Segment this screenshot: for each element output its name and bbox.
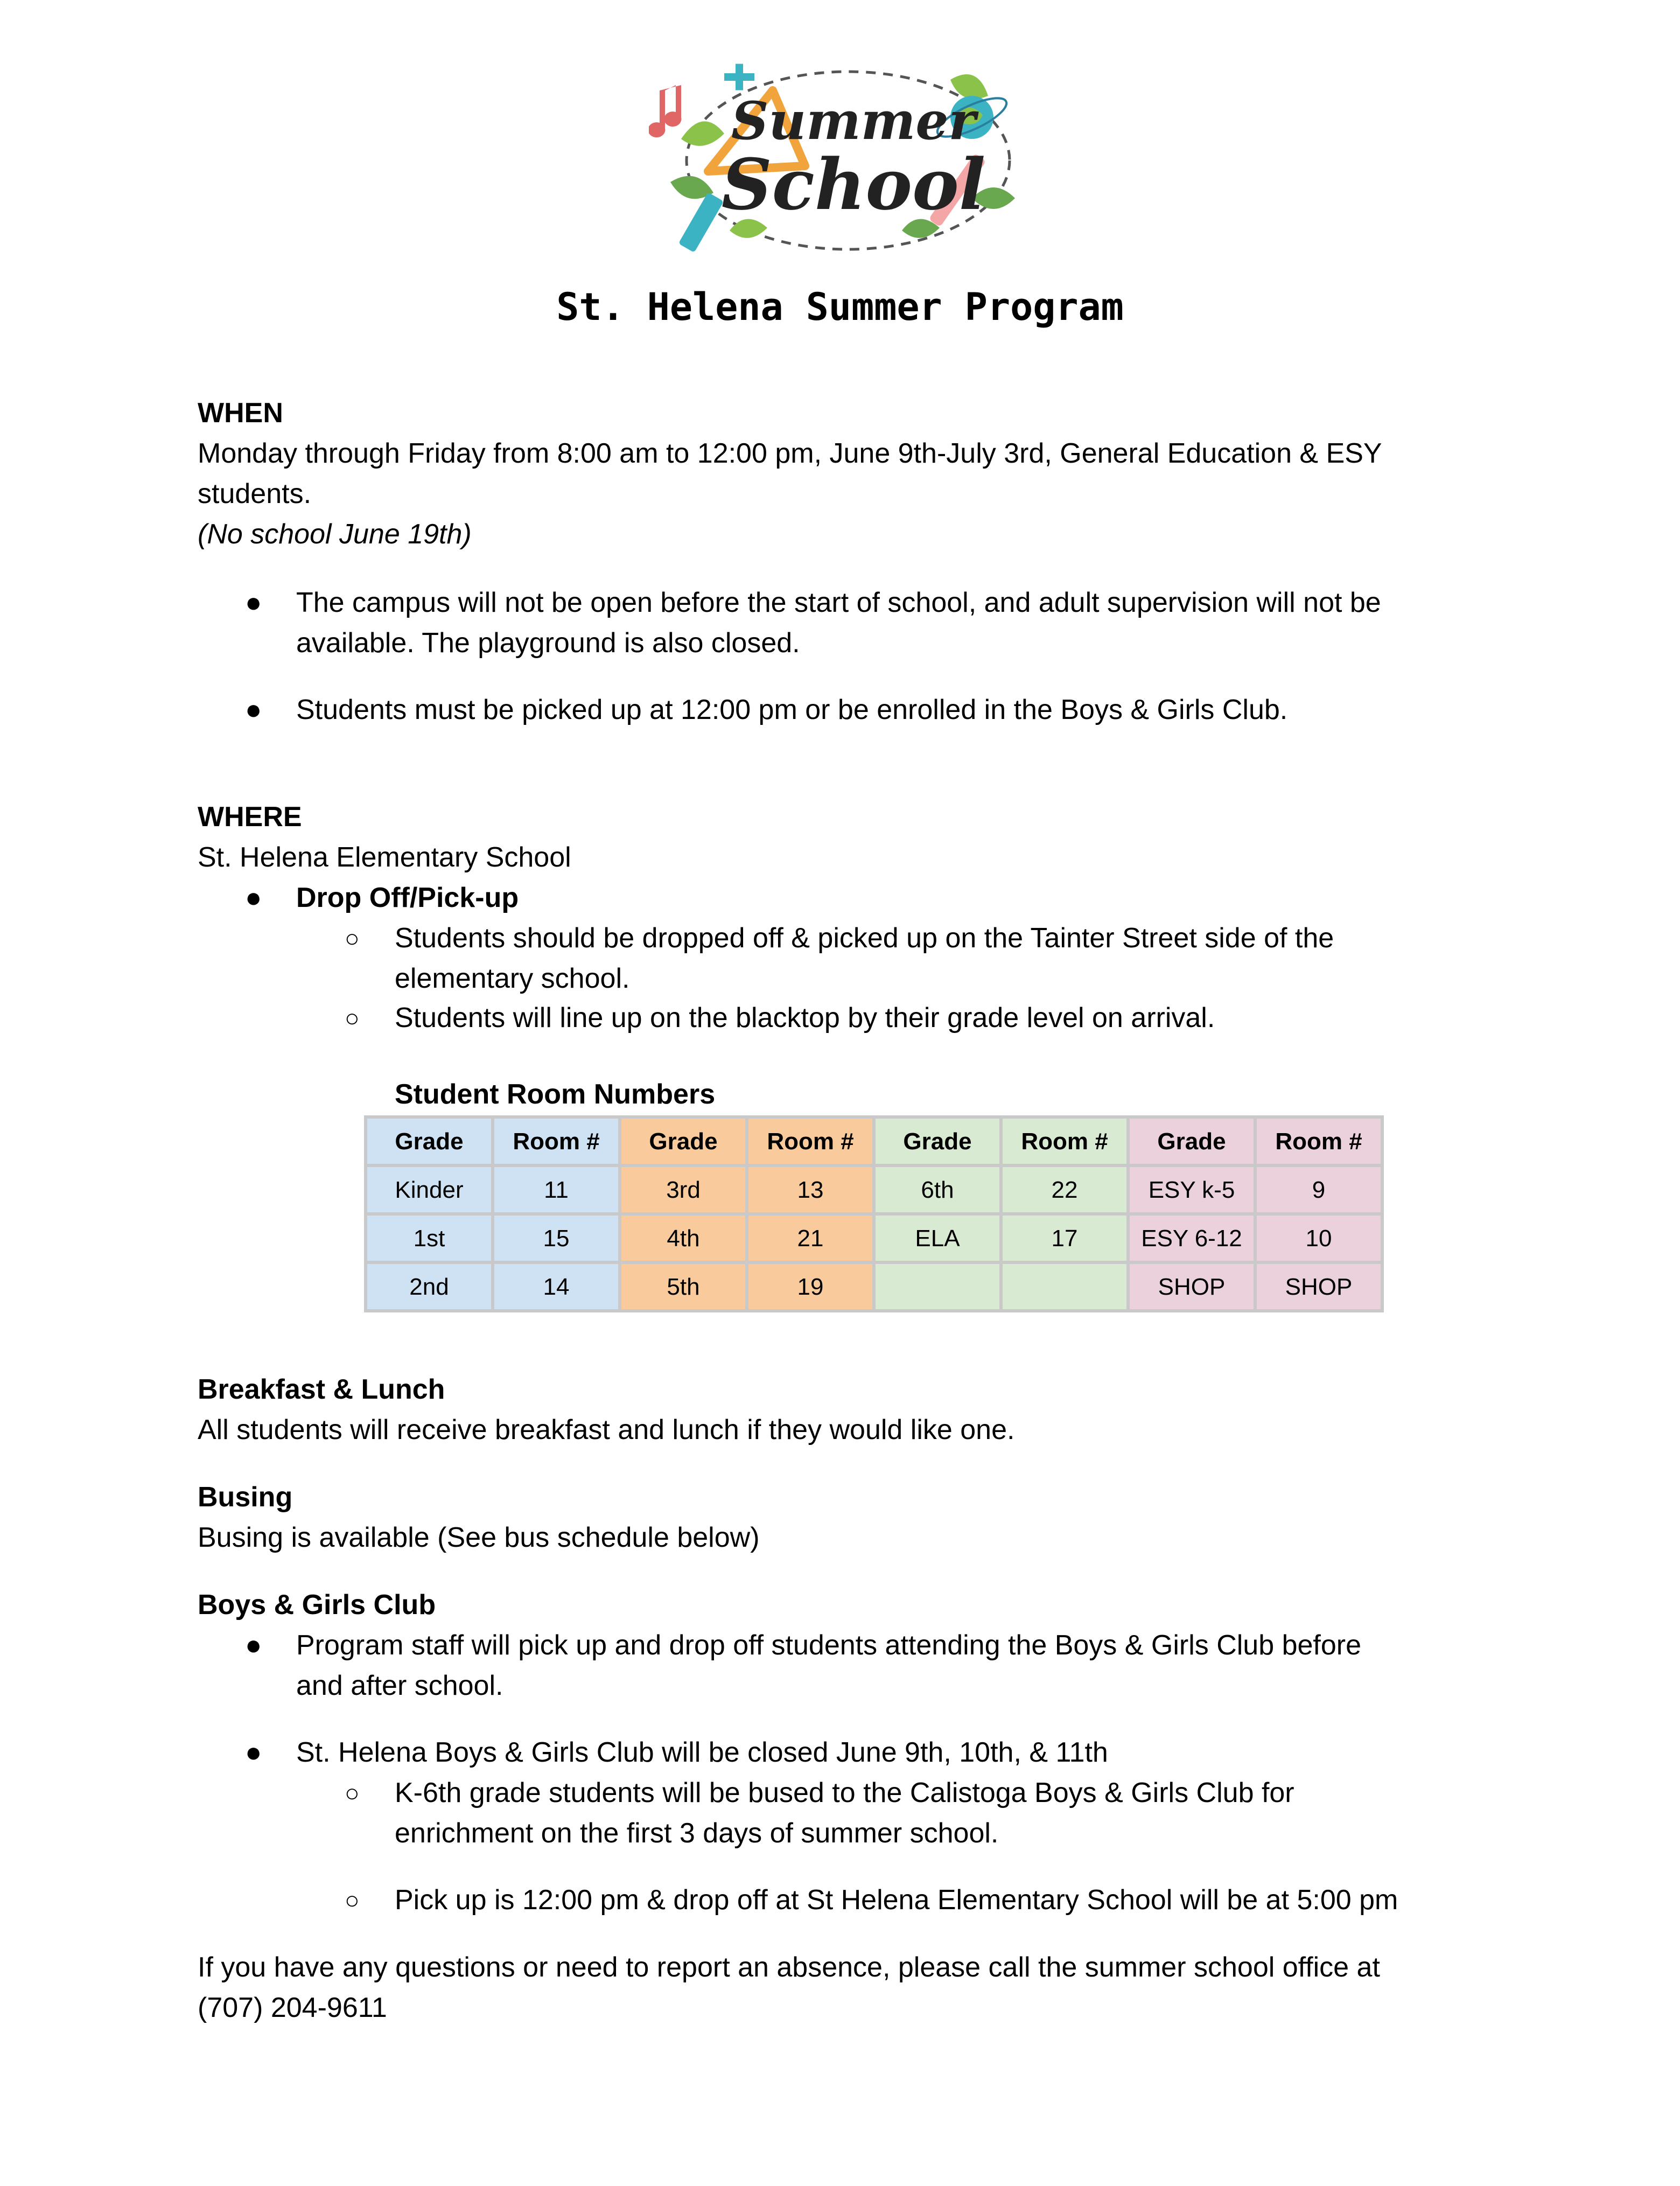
- table-cell: 4th: [620, 1214, 747, 1262]
- table-cell: [1001, 1262, 1128, 1311]
- table-cell: ESY 6-12: [1128, 1214, 1255, 1262]
- table-cell: 17: [1001, 1214, 1128, 1262]
- table-header-cell: Room #: [1001, 1117, 1128, 1165]
- club-sub-bullet-2: Pick up is 12:00 pm & drop off at St Helena Elementary School will be at 5:00 pm: [395, 1884, 1398, 1916]
- when-line-1: Monday through Friday from 8:00 am to 12:00 pm, June 9th-July 3rd, General Education & ESY: [198, 438, 1382, 469]
- bullet-icon: ●: [245, 587, 262, 618]
- when-note: (No school June 19th): [198, 519, 472, 550]
- table-header-row: [366, 1117, 1382, 1165]
- club-bullet-1-line-2: and after school.: [296, 1670, 503, 1701]
- table-cell: 2nd: [366, 1262, 493, 1311]
- club-heading: Boys & Girls Club: [198, 1589, 436, 1621]
- table-cell: 19: [747, 1262, 874, 1311]
- where-section: [198, 797, 1490, 878]
- logo-school-text: School: [721, 143, 986, 226]
- contact-line-1: If you have any questions or need to report an absence, please call the summer school office at: [198, 1952, 1380, 1983]
- busing-heading: Busing: [198, 1482, 293, 1513]
- table-cell: SHOP: [1255, 1262, 1382, 1311]
- table-cell: 11: [493, 1165, 620, 1214]
- club-bullet-1-line-1: Program staff will pick up and drop off students attending the Boys & Girls Club before: [296, 1630, 1362, 1661]
- table-cell: Kinder: [366, 1165, 493, 1214]
- sub-bullet-icon: ○: [345, 1886, 360, 1914]
- dropoff-heading: Drop Off/Pick-up: [296, 882, 519, 913]
- where-sub-bullet-2: [395, 998, 1488, 1038]
- meals-heading: Breakfast & Lunch: [198, 1374, 445, 1405]
- busing-text: Busing is available (See bus schedule below): [198, 1522, 760, 1553]
- where-location: St. Helena Elementary School: [198, 842, 571, 873]
- table-cell: 5th: [620, 1262, 747, 1311]
- bullet-icon: ●: [245, 1630, 262, 1661]
- club-section: [198, 1585, 1490, 1625]
- table-cell: 22: [1001, 1165, 1128, 1214]
- where-sub-bullet-2-line-1: Students will line up on the blacktop by their grade level on arrival.: [395, 1002, 1215, 1033]
- sub-bullet-icon: ○: [345, 1779, 360, 1807]
- when-bullet-1: [296, 583, 1481, 664]
- where-heading: WHERE: [198, 801, 302, 833]
- table-cell: 21: [747, 1214, 874, 1262]
- table-row: [366, 1262, 1382, 1311]
- page-title: St. Helena Summer Program: [556, 285, 1124, 329]
- summer-school-logo-graphic: [649, 58, 1031, 263]
- room-table-caption: Student Room Numbers: [395, 1079, 716, 1110]
- table-header-cell: Grade: [366, 1117, 493, 1165]
- table-cell: 10: [1255, 1214, 1382, 1262]
- table-cell: 6th: [874, 1165, 1001, 1214]
- when-section: [198, 393, 1490, 555]
- when-bullet-2: [296, 690, 1481, 730]
- table-header-cell: Room #: [1255, 1117, 1382, 1165]
- club-sub-bullet-1-line-2: enrichment on the first 3 days of summer school.: [395, 1818, 999, 1849]
- table-cell: ELA: [874, 1214, 1001, 1262]
- table-cell: 14: [493, 1262, 620, 1311]
- table-cell: 9: [1255, 1165, 1382, 1214]
- table-header-cell: Room #: [747, 1117, 874, 1165]
- club-sub-bullet-1-line-1: K-6th grade students will be bused to the Calistoga Boys & Girls Club for: [395, 1777, 1294, 1808]
- busing-section: [198, 1477, 1490, 1558]
- table-cell: SHOP: [1128, 1262, 1255, 1311]
- bullet-icon: ●: [245, 694, 262, 725]
- club-bullet-2: St. Helena Boys & Girls Club will be closed June 9th, 10th, & 11th: [296, 1737, 1108, 1768]
- where-sub-bullet-1-line-1: Students should be dropped off & picked up on the Tainter Street side of the: [395, 923, 1334, 954]
- logo-summer-text: Summer: [731, 90, 976, 151]
- when-line-2: students.: [198, 478, 312, 509]
- table-cell: ESY k-5: [1128, 1165, 1255, 1214]
- club-bullet-1: [296, 1625, 1481, 1706]
- room-numbers-table: [364, 1115, 1384, 1312]
- when-bullet-1-line-1: The campus will not be open before the start of school, and adult supervision will not be: [296, 587, 1381, 618]
- where-sub-bullet-1: [395, 918, 1488, 999]
- sub-bullet-icon: ○: [345, 924, 360, 952]
- meals-section: [198, 1370, 1490, 1450]
- table-header-cell: Grade: [874, 1117, 1001, 1165]
- table-header-cell: Grade: [620, 1117, 747, 1165]
- table-cell: 3rd: [620, 1165, 747, 1214]
- when-bullet-1-line-2: available. The playground is also closed.: [296, 627, 800, 659]
- table-cell: 1st: [366, 1214, 493, 1262]
- table-cell: [874, 1262, 1001, 1311]
- when-heading: WHEN: [198, 397, 283, 429]
- summer-school-logo: [649, 58, 1031, 263]
- table-header-cell: Room #: [493, 1117, 620, 1165]
- table-cell: 15: [493, 1214, 620, 1262]
- table-row: [366, 1165, 1382, 1214]
- bullet-icon: ●: [245, 882, 262, 913]
- where-sub-bullet-1-line-2: elementary school.: [395, 963, 630, 994]
- table-row: [366, 1214, 1382, 1262]
- contact-phone: (707) 204-9611: [198, 1992, 387, 2023]
- club-sub-bullet-1: [395, 1773, 1488, 1854]
- table-header-cell: Grade: [1128, 1117, 1255, 1165]
- bullet-icon: ●: [245, 1737, 262, 1768]
- when-bullet-2-line-1: Students must be picked up at 12:00 pm or be enrolled in the Boys & Girls Club.: [296, 694, 1288, 725]
- table-cell: 13: [747, 1165, 874, 1214]
- contact-section: [198, 1947, 1490, 2028]
- meals-text: All students will receive breakfast and lunch if they would like one.: [198, 1414, 1015, 1445]
- sub-bullet-icon: ○: [345, 1004, 360, 1032]
